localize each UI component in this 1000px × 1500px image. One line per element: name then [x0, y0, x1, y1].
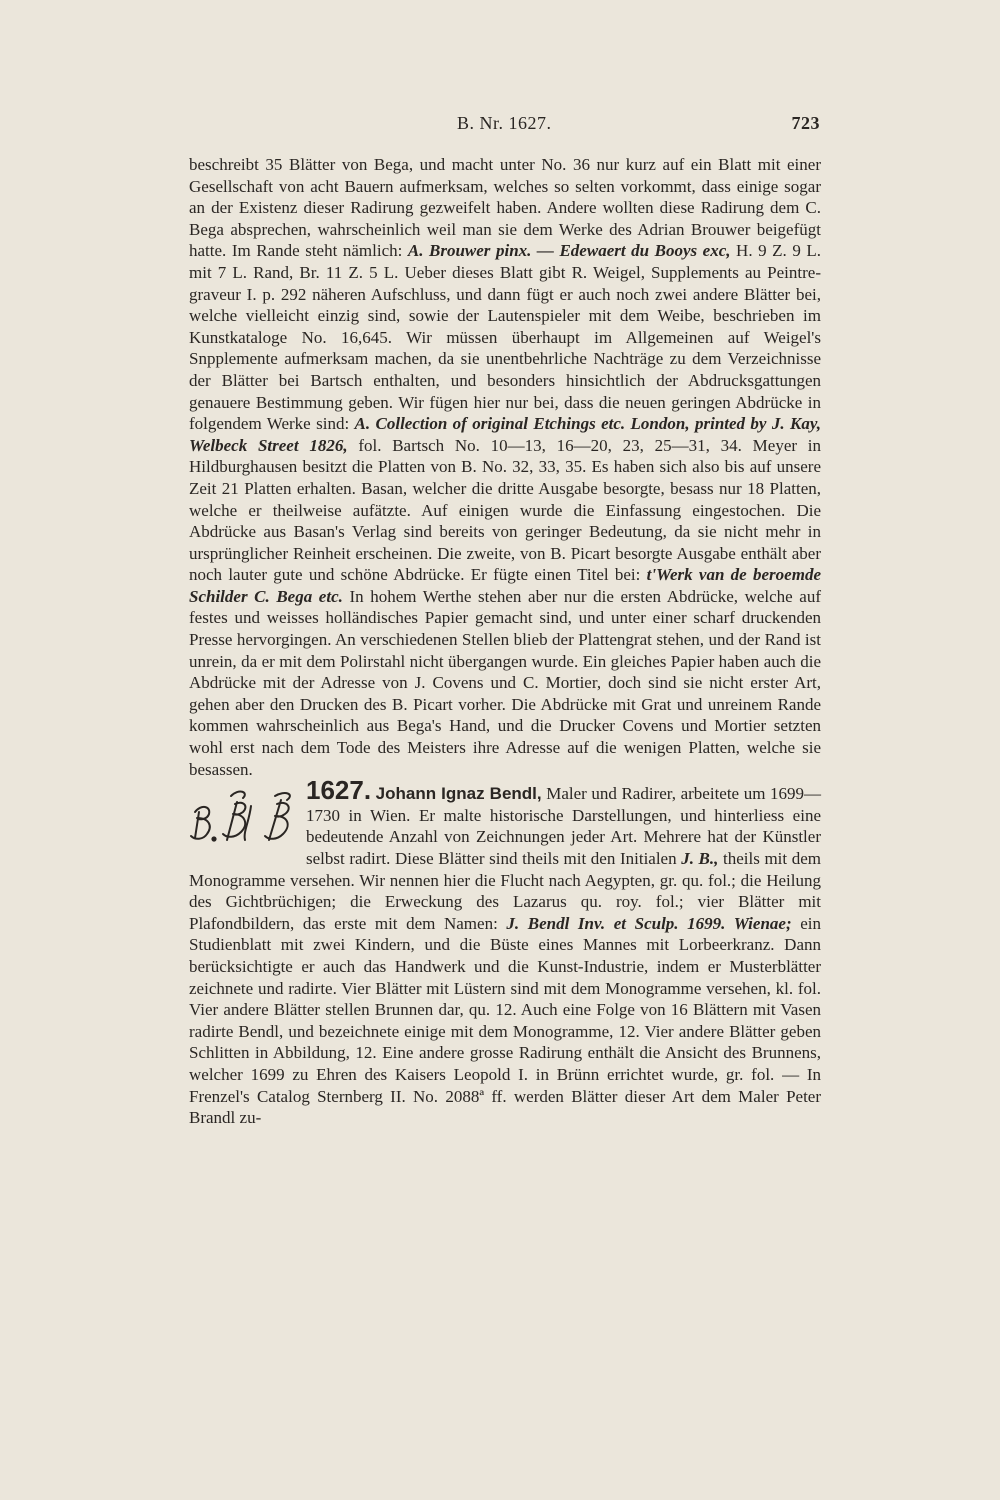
- picart-title-italic: t'Werk van de beroemde Schilder C. Bega etc.: [189, 565, 821, 606]
- page-body: [189, 154, 821, 1129]
- page-number: 723: [791, 113, 820, 133]
- entry-number: 1627.: [306, 775, 372, 806]
- catalog-entry-1627: 1627. Johann Ignaz Bendl, Maler und Radirer, arbeitete um 1699—1730 in Wien. Er malte historische Darstellungen, und hinterliess eine bedeutende Anzahl von Zeichnungen jeder Art. Mehrere hat der Künstler selbst radirt. Diese Blätter sind theils mit den Initialen J. B., theils mit dem Monogramme versehen. Wir nennen hier die Flucht nach Aegypten, gr. qu. fol.; die Heilung des Gichtbrüchigen; die Erweckung des Lazarus qu. roy. fol.; vier Blätter mit Plafondbildern, das erste mit dem Namen: J. Bendl Inv. et Sculp. 1699. Wienae; ein Studienblatt mit zwei Kindern, und die Büste eines Mannes mit Lorbeerkranz. Dann berücksichtigte er auch das Handwerk und die Kunst-Industrie, indem er Musterblätter zeichnete und radirte. Vier Blätter mit Lüstern sind mit dem Monogramme versehen, kl. fol. Vier andere Blätter stellen Brunnen dar, qu. 12. Auch eine Folge von 16 Blättern mit Vasen radirte Bendl, und bezeichnete einige mit dem Monogramme, 12. Vier andere Blätter geben Schlitten in Abbildung, 12. Eine andere grosse Radirung enthält die Ansicht des Brunnens, welcher 1699 zu Ehren des Kaisers Leopold I. in Brünn errichtet wurde, gr. fol. — In Frenzel's Catalog Sternberg II. No. 2088ª ff. werden Blätter dieser Art dem Maler Peter Brandl zu-: [189, 775, 821, 1128]
- inscription-italic: A. Brouwer pinx. — Edewaert du Booys exc,: [407, 241, 731, 261]
- artist-name: Johann Ignaz Bendl,: [375, 784, 542, 804]
- section-reference: B. Nr. 1627.: [457, 113, 552, 133]
- continued-paragraph: beschreibt 35 Blätter von Bega, und macht unter No. 36 nur kurz auf ein Blatt mit einer Gesellschaft von acht Bauern aufmerksam, welches so selten vorkommt, dass einige sogar an der Existenz dieser Radirung gezweifelt haben. Andere wollten diese Radirung dem C. Bega absprechen, wahrscheinlich weil man sie dem Werke des Adrian Brouwer beigefügt hatte. Im Rande steht nämlich: A. Brouwer pinx. — Edewaert du Booys exc, H. 9 Z. 9 L. mit 7 L. Rand, Br. 11 Z. 5 L. Ueber dieses Blatt gibt R. Weigel, Supplements au Peintre-graveur I. p. 292 näheren Aufschluss, und dann fügt er auch noch zwei andere Blätter bei, welche vielleicht einzig sind, sowie der Lautenspieler mit dem Weibe, beschrieben im Kunstkataloge No. 16,645. Wir müssen überhaupt im Allgemeinen auf Weigel's Snpplemente aufmerksam machen, da sie unentbehrliche Nachträge zu dem Verzeichnisse der Blätter bei Bartsch enthalten, und besonders hinsichtlich der Abdrucksgattungen genauere Bestimmung geben. Wir fügen hier nur bei, dass die neuen geringen Abdrücke in folgendem Werke sind: A. Collection of original Etchings etc. London, printed by J. Kay, Welbeck Street 1826, fol. Bartsch No. 10—13, 16—20, 23, 25—31, 34. Meyer in Hildburghausen besitzt die Platten von B. No. 32, 33, 35. Es haben sich also bis auf unsere Zeit 21 Platten erhalten. Basan, welcher die dritte Ausgabe besorgte, besass nur 18 Platten, welche er theilweise aufätzte. Auf einigen wurde die Einfassung eingestochen. Die Abdrücke aus Basan's Verlag sind bereits von geringer Bedeutung, da sie nicht mehr in ursprünglicher Reinheit erscheinen. Die zweite, von B. Picart besorgte Ausgabe enthält aber noch lauter gute und schöne Abdrücke. Er fügte einen Titel bei: t'Werk van de beroemde Schilder C. Bega etc. In hohem Werthe stehen aber nur die ersten Abdrücke, welche auf festes und weisses holländisches Papier gemacht sind, und unter einer scharf druckenden Presse hervorgingen. An verschiedenen Stellen blieb der Plattengrat stehen, und der Rand ist unrein, da er mit dem Polirstahl nicht übergangen wurde. Ein gleiches Papier haben auch die Abdrücke mit der Adresse von J. Covens und C. Mortier, doch sind sie nicht erster Art, gehen aber den Drucken des B. Picart vorher. Die Abdrücke mit Grat und unreinem Rande kommen wahrscheinlich aus Bega's Hand, und die Drucker Covens und Mortier setzten wohl erst nach dem Tode des Meisters ihre Adresse auf die wenigen Platten, welche sie besassen.: [189, 155, 822, 779]
- publication-title-italic: A. Collection of original Etchings etc. London, printed by J. Kay, Welbeck Street 1826,: [189, 414, 821, 455]
- initials-italic: J. B.,: [681, 849, 719, 868]
- plate-inscription-italic: J. Bendl Inv. et Sculp. 1699. Wienae;: [506, 913, 792, 933]
- monogram-image: [187, 782, 300, 848]
